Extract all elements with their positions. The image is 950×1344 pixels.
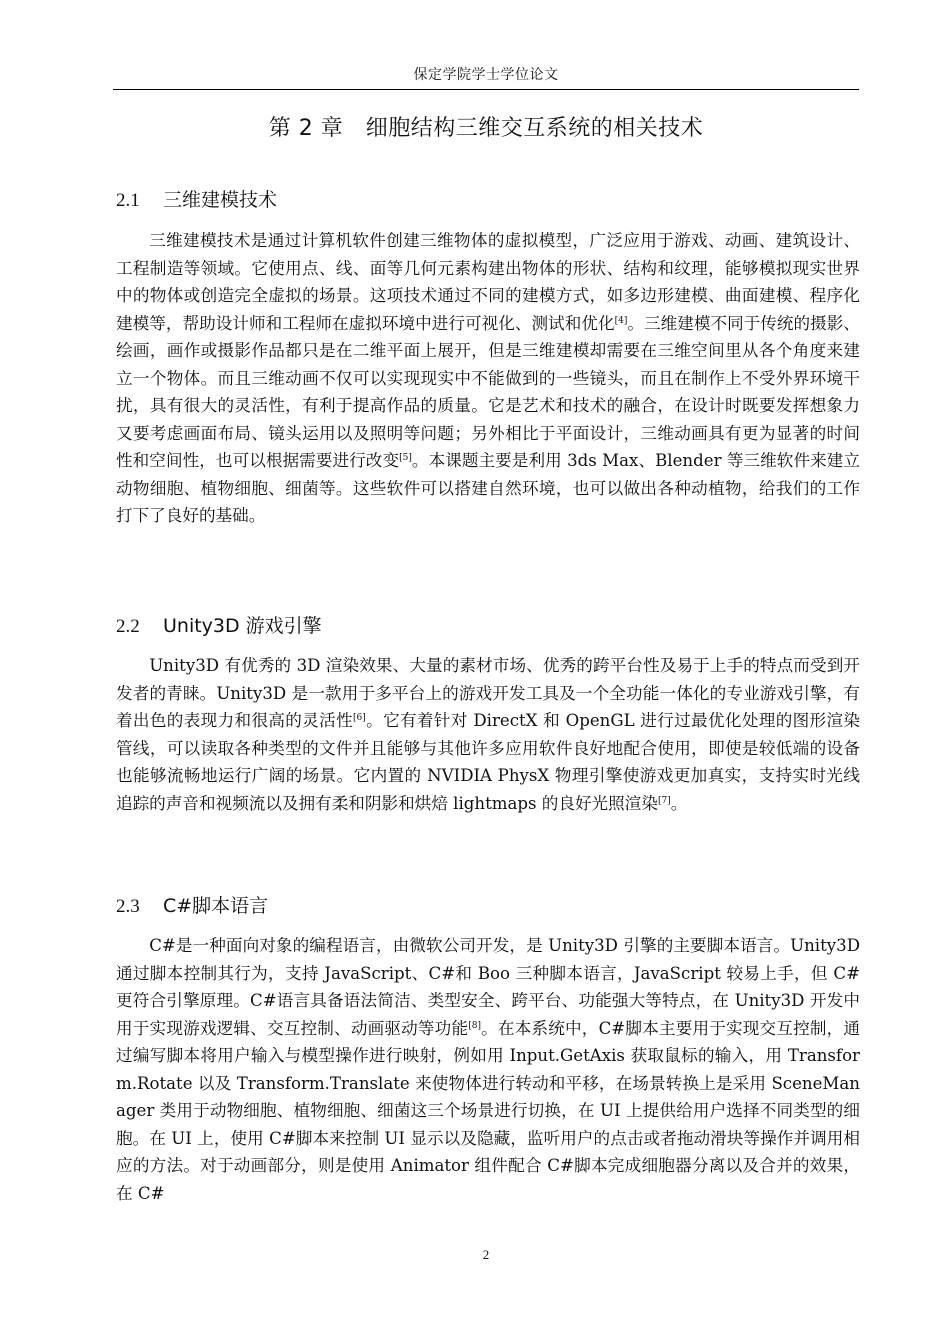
- section-title-text: 三维建模技术: [163, 189, 278, 211]
- paragraph-unity3d: Unity3D 有优秀的 3D 渲染效果、大量的素材市场、优秀的跨平台性及易于上手的特点而受到开发者的青睐。Unity3D 是一款用于多平台上的游戏开发工具及一个全功能一体化的专业游戏引擎，有着出色的表现力和很高的灵活性[6]。它有着针对 DirectX 和 OpenGL 进行过最优化处理的图形渲染管线，可以读取各种类型的文件并且能够与其他许多应用软件良好地配合使用，即使是较低端的设备也能够流畅地运行广阔的场景。它内置的 NVIDIA PhysX 物理引擎使游戏更加真实，支持实时光线追踪的声音和视频流以及拥有柔和阴影和烘焙 lightmaps 的良好光照渲染[7]。: [116, 656, 861, 813]
- section-heading-2-3: [116, 893, 856, 920]
- section-title-text: Unity3D 游戏引擎: [163, 615, 322, 637]
- chapter-title: 第 2 章 细胞结构三维交互系统的相关技术: [268, 116, 704, 141]
- section-number: 2.1: [116, 190, 140, 211]
- paragraph-csharp: C#是一种面向对象的编程语言，由微软公司开发，是 Unity3D 引擎的主要脚本语言。Unity3D 通过脚本控制其行为，支持 JavaScript、C#和 Boo 三种脚本语言，JavaScript 较易上手，但 C#更符合引擎原理。C#语言具备语法简洁、类型安全、跨平台、功能强大等特点，在 Unity3D 开发中用于实现游戏逻辑、交互控制、动画驱动等功能[8]。在本系统中，C#脚本主要用于实现交互控制，通过编写脚本将用户输入与模型操作进行映射，例如用 Input.GetAxis 获取鼠标的输入，用 Transform.Rotate 以及 Transform.Translate 来使物体进行转动和平移，在场景转换上是采用 SceneManager 类用于动物细胞、植物细胞、细菌这三个场景进行切换，在 UI 上提供给用户选择不同类型的细胞。在 UI 上，使用 C#脚本来控制 UI 显示以及隐藏，监听用户的点击或者拖动滑块等操作并调用相应的方法。对于动画部分，则是使用 Animator 组件配合 C#脚本完成细胞器分离以及合并的效果，在 C#: [116, 936, 860, 1203]
- section-number: 2.2: [116, 616, 140, 637]
- section-heading-2-2: [116, 613, 856, 640]
- citation-7: [7]: [657, 795, 671, 806]
- citation-4: [4]: [614, 315, 628, 326]
- paragraph-3d-modeling: 三维建模技术是通过计算机软件创建三维物体的虚拟模型，广泛应用于游戏、动画、建筑设计、工程制造等领域。它使用点、线、面等几何元素构建出物体的形状、结构和纹理，能够模拟现实世界中的物体或创造完全虚拟的场景。这项技术通过不同的建模方式，如多边形建模、曲面建模、程序化建模等，帮助设计师和工程师在虚拟环境中进行可视化、测试和优化[4]。三维建模不同于传统的摄影、绘画，画作或摄影作品都只是在二维平面上展开，但是三维建模却需要在三维空间里从各个角度来建立一个物体。而且三维动画不仅可以实现现实中不能做到的一些镜头，而且在制作上不受外界环境干扰，具有很大的灵活性，有利于提高作品的质量。它是艺术和技术的融合，在设计时既要发挥想象力又要考虑画面布局、镜头运用以及照明等问题；另外相比于平面设计，三维动画具有更为显著的时间性和空间性，也可以根据需要进行改变[5]。本课题主要是利用 3ds Max、Blender 等三维软件来建立动物细胞、植物细胞、细菌等。这些软件可以搭建自然环境，也可以做出各种动植物，给我们的工作打下了良好的基础。: [116, 231, 860, 525]
- section-heading-2-1: [116, 187, 856, 214]
- section-title-text: C#脚本语言: [163, 895, 269, 917]
- header-rule: [113, 89, 859, 90]
- section-number: 2.3: [116, 896, 140, 917]
- citation-5: [5]: [399, 453, 412, 463]
- running-header: 保定学院学士学位论文: [413, 67, 559, 83]
- citation-6: [6]: [353, 713, 366, 723]
- citation-8: [8]: [468, 1020, 481, 1031]
- page-number: 2: [482, 1247, 490, 1262]
